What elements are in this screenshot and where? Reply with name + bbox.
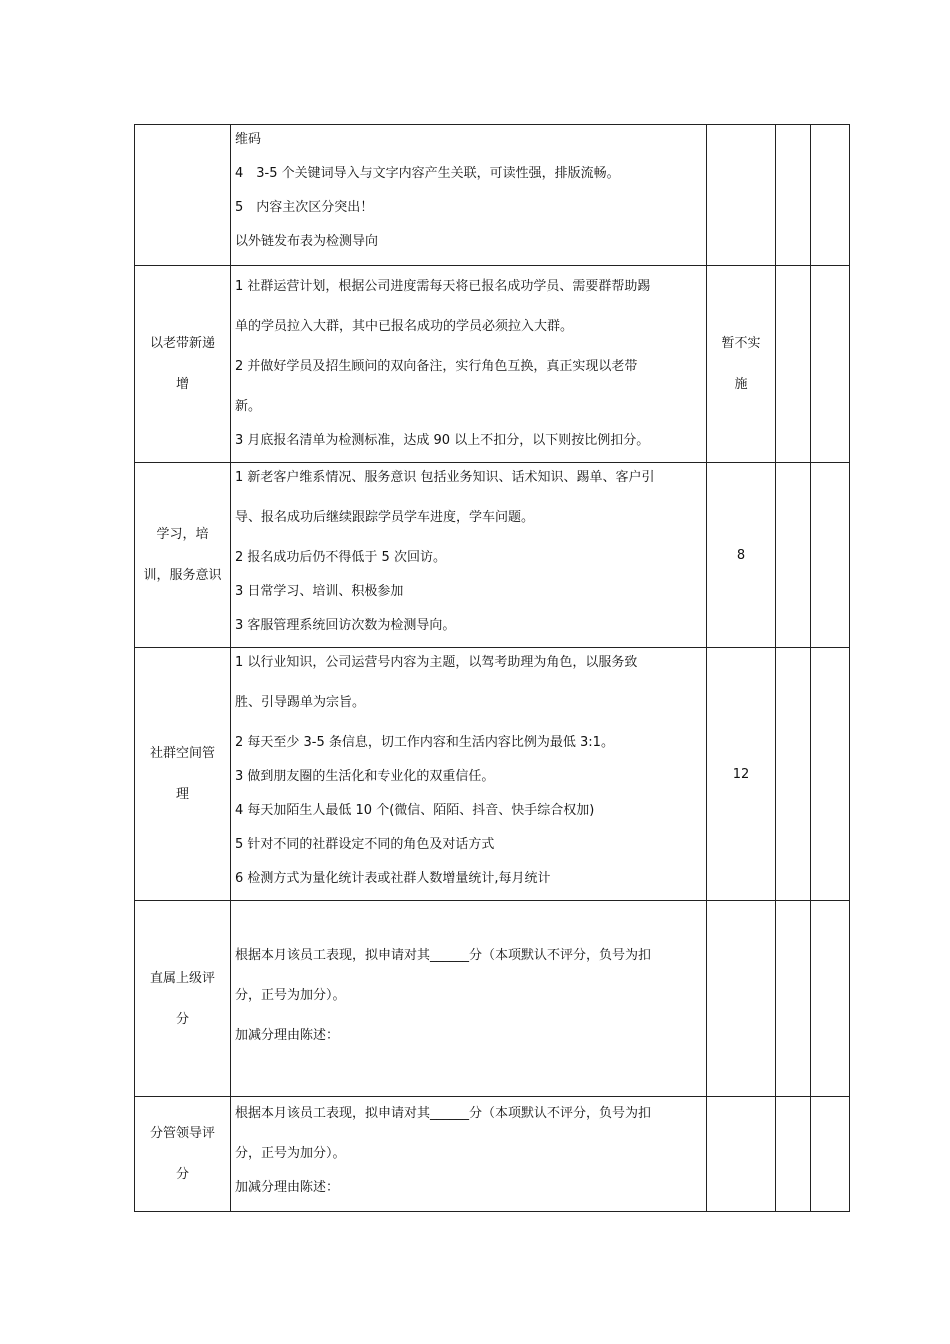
description-line: 3 做到朋友圈的生活化和专业化的双重信任。	[235, 769, 495, 784]
empty-cell	[776, 266, 811, 463]
empty-cell	[776, 1097, 811, 1212]
empty-cell	[776, 901, 811, 1097]
category-label: 增	[175, 377, 189, 392]
description-line: 分，正号为加分）。	[235, 1146, 346, 1161]
category-label: 分	[175, 1167, 189, 1182]
description-line: 2 报名成功后仍不得低于 5 次回访。	[235, 550, 446, 565]
score-cell	[707, 1097, 776, 1212]
table-row	[135, 901, 850, 1097]
description-line: 加减分理由陈述：	[235, 1027, 340, 1043]
description-cell	[231, 125, 707, 266]
description-line: 3 客服管理系统回访次数为检测导向。	[235, 618, 456, 633]
description-line: 单的学员拉入大群，其中已报名成功的学员必须拉入大群。	[235, 319, 574, 334]
table-row	[135, 648, 850, 901]
category-cell	[135, 266, 231, 463]
category-cell	[135, 1097, 231, 1212]
category-label: 分	[175, 1011, 189, 1027]
empty-cell	[811, 1097, 850, 1212]
description-line: 3 日常学习、培训、积极参加	[235, 584, 404, 599]
empty-cell	[776, 125, 811, 266]
description-line: 2 每天至少 3-5 条信息，切工作内容和生活内容比例为最低 3:1。	[235, 735, 614, 750]
empty-cell	[776, 648, 811, 901]
empty-cell	[811, 901, 850, 1097]
category-label: 社群空间管	[149, 746, 215, 761]
empty-cell	[811, 125, 850, 266]
empty-cell	[776, 463, 811, 648]
score-value: 暂不实	[721, 336, 761, 351]
category-cell	[135, 901, 231, 1097]
description-cell	[231, 1097, 707, 1212]
description-line: 1 社群运营计划，根据公司进度需每天将已报名成功学员、需要群帮助踢	[235, 279, 651, 294]
description-line: 分，正号为加分）。	[235, 987, 346, 1003]
category-label: 理	[175, 787, 189, 802]
category-cell	[135, 463, 231, 648]
category-cell	[135, 125, 231, 266]
table-row	[135, 1097, 850, 1212]
score-value: 施	[734, 377, 748, 392]
description-cell	[231, 901, 707, 1097]
table-row	[135, 463, 850, 648]
category-label: 直属上级评	[149, 970, 215, 986]
description-line: 6 检测方式为量化统计表或社群人数增量统计,每月统计	[235, 871, 551, 886]
category-cell	[135, 648, 231, 901]
description-line: 根据本月该员工表现，拟申请对其______分（本项默认不评分，负号为扣	[235, 1106, 652, 1121]
category-label: 学习，培	[156, 527, 209, 542]
empty-cell	[811, 266, 850, 463]
table-row	[135, 266, 850, 463]
description-line: 3 月底报名清单为检测标准，达成 90 以上不扣分，以下则按比例扣分。	[235, 433, 650, 448]
description-line: 1 新老客户维系情况、服务意识 包括业务知识、话术知识、踢单、客户引	[235, 470, 655, 485]
score-cell	[707, 125, 776, 266]
category-label: 分管领导评	[149, 1126, 215, 1141]
description-line: 胜、引导踢单为宗旨。	[235, 695, 366, 710]
description-line: 新。	[235, 399, 262, 414]
empty-cell	[811, 463, 850, 648]
score-cell: 12	[707, 648, 776, 901]
category-label: 以老带新递	[149, 336, 215, 351]
description-cell	[231, 648, 707, 901]
category-label: 训，服务意识	[143, 568, 222, 583]
description-line: 加减分理由陈述：	[235, 1180, 340, 1195]
description-line: 2 并做好学员及招生顾问的双向备注，实行角色互换，真正实现以老带	[235, 359, 638, 374]
empty-cell	[811, 648, 850, 901]
description-line: 1 以行业知识，公司运营号内容为主题，以驾考助理为角色，以服务致	[235, 655, 638, 670]
description-cell	[231, 463, 707, 648]
score-cell	[707, 266, 776, 463]
score-cell	[707, 901, 776, 1097]
description-line: 维码	[235, 132, 262, 147]
description-line: 5 针对不同的社群设定不同的角色及对话方式	[235, 837, 495, 852]
description-line: 5 内容主次区分突出！	[235, 200, 374, 215]
table-row	[135, 125, 850, 266]
evaluation-table	[134, 124, 850, 1212]
description-line: 以外链发布表为检测导向	[235, 234, 379, 249]
description-line: 导、报名成功后继续跟踪学员学车进度，学车问题。	[235, 510, 535, 525]
description-line: 根据本月该员工表现，拟申请对其______分（本项默认不评分，负号为扣	[235, 947, 652, 963]
description-cell	[231, 266, 707, 463]
score-cell: 8	[707, 463, 776, 648]
description-line: 4 每天加陌生人最低 10 个(微信、陌陌、抖音、快手综合权加)	[235, 803, 595, 818]
description-line: 4 3-5 个关键词导入与文字内容产生关联，可读性强，排版流畅。	[235, 166, 620, 181]
